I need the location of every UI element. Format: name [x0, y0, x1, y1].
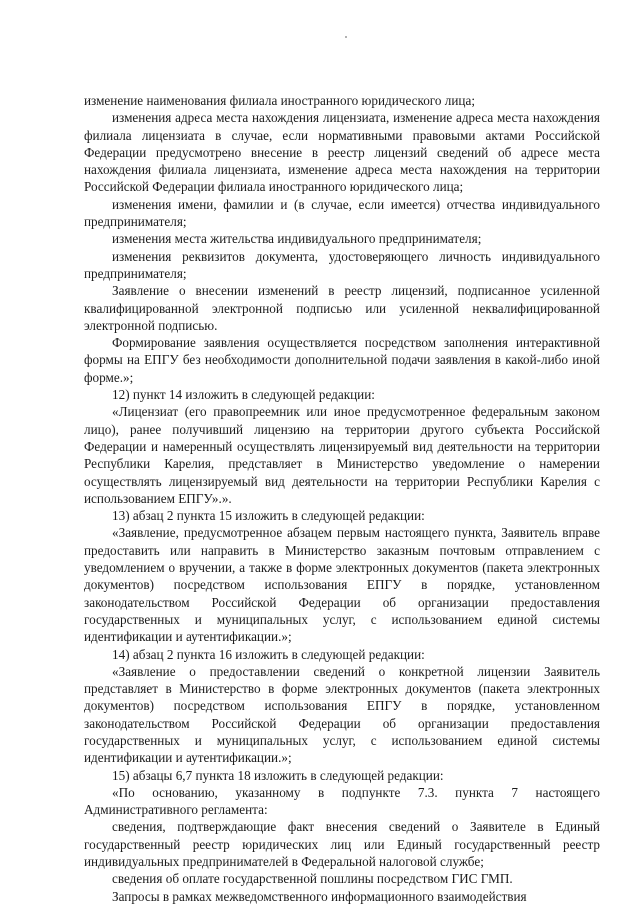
paragraph: «Заявление, предусмотренное абзацем первым настоящего пункта, Заявитель вправе предоставить или направить в Министерство заказным почтовым отправлением с уведомлением о вручении, а также в форме электронных документов (пакета электронных документов) посредством использования ЕПГУ в порядке, установленном законодательством Российской Федерации об организации предоставления государственных и муниципальных услуг, с использованием единой системы идентификации и аутентификации.»;	[84, 525, 600, 645]
paragraph: 14) абзац 2 пункта 16 изложить в следующей редакции:	[112, 646, 425, 662]
paragraph: 15) абзацы 6,7 пункта 18 изложить в следующей редакции:	[112, 767, 444, 783]
paragraph: изменения реквизитов документа, удостоверяющего личность индивидуального предпринимателя;	[84, 248, 600, 281]
scan-speck	[345, 36, 347, 38]
paragraph: «По основанию, указанному в подпункте 7.3. пункта 7 настоящего Административного регламента:	[84, 784, 600, 818]
paragraph: Формирование заявления осуществляется посредством заполнения интерактивной формы на ЕПГУ без необходимости дополнительной подачи заявления в какой-либо иной форме.»;	[84, 335, 600, 385]
document-body	[84, 92, 600, 905]
paragraph: «Заявление о предоставлении сведений о конкретной лицензии Заявитель представляет в Министерство в форме электронных документов (пакета электронных документов) посредством использования ЕПГУ в порядке, установленном законодательством Российской Федерации об организации предоставления государственных и муниципальных услуг, с использованием единой системы идентификации и аутентификации.»;	[84, 663, 600, 766]
paragraph: 12) пункт 14 изложить в следующей редакции:	[112, 387, 375, 403]
paragraph: «Лицензиат (его правопреемник или иное предусмотренное федеральным законом лицо), ранее получивший лицензию на территории другого субъекта Российской Федерации и намеренный осуществлять лицензируемый вид деятельности на территории Республики Карелия, представляет в Министерство уведомление о намерении осуществлять лицензируемый вид деятельности на территории Республики Карелия с использованием ЕПГУ».».	[84, 404, 600, 506]
paragraph: изменения адреса места нахождения лицензиата, изменение адреса места нахождения филиала лицензиата в случае, если нормативными правовыми актами Российской Федерации предусмотрено внесение в реестр лицензий сведений об адресе места нахождения филиала лицензиата, изменение адреса места нахождения на территории Российской Федерации филиала иностранного юридического лица;	[84, 110, 600, 195]
paragraph: Заявление о внесении изменений в реестр лицензий, подписанное усиленной квалифицированной электронной подписью или усиленной неквалифицированной электронной подписью.	[84, 283, 600, 333]
paragraph: сведения об оплате государственной пошлины посредством ГИС ГМП.	[112, 871, 513, 887]
paragraph: сведения, подтверждающие факт внесения сведений о Заявителе в Единый государственный реестр юридических лиц или Единый государственный реестр индивидуальных предпринимателей в Федеральной налоговой службе;	[84, 819, 600, 870]
paragraph: 13) абзац 2 пункта 15 изложить в следующей редакции:	[112, 508, 425, 524]
paragraph: изменения имени, фамилии и (в случае, если имеется) отчества индивидуального предпринимателя;	[84, 196, 600, 230]
paragraph: Запросы в рамках межведомственного информационного взаимодействия	[112, 888, 527, 904]
paragraph: изменения места жительства индивидуального предпринимателя;	[112, 231, 482, 247]
paragraph: изменение наименования филиала иностранного юридического лица;	[84, 93, 475, 108]
